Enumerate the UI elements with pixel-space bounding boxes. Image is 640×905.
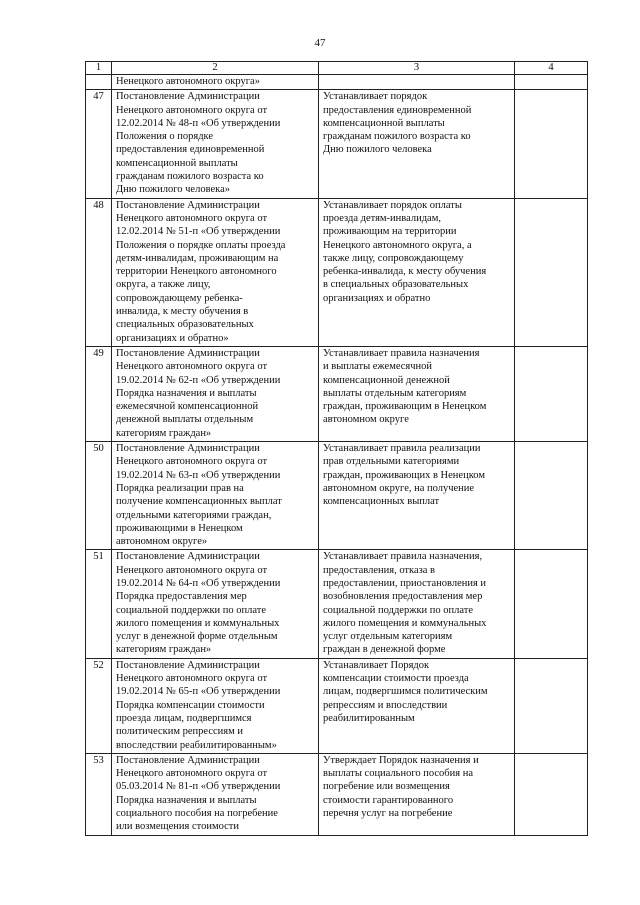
column-header: 2 (112, 62, 319, 75)
page-number: 47 (314, 37, 326, 49)
table-row (86, 90, 588, 198)
table-row (86, 658, 588, 753)
row-number: 51 (86, 550, 112, 658)
table-row (86, 753, 588, 835)
column-header: 4 (515, 62, 588, 75)
note-cell (515, 198, 588, 346)
legal-acts-table (85, 61, 588, 836)
table-row (86, 75, 588, 90)
table-row (86, 346, 588, 441)
document-title-cell: Постановление Администрации Ненецкого автономного округа от 05.03.2014 № 81-п «Об утверждении Порядка назначения и выплаты социального пособия на погребение или возмещения стоимости (112, 753, 319, 835)
note-cell (515, 346, 588, 441)
document-title-cell: Постановление Администрации Ненецкого автономного округа от 12.02.2014 № 51-п «Об утверждении Положения о порядке оплаты проезда детям-инвалидам, проживающим на территории Ненецкого автономного округа, а также лицу, сопровождающему ребенка- инвалида, к месту обучения в специальных образовательных организациях и обратно» (112, 198, 319, 346)
description-cell: Устанавливает правила назначения и выплаты ежемесячной компенсационной денежной выплаты отдельным категориям граждан, проживающим в Ненецком автономном округе (319, 346, 515, 441)
description-cell: Устанавливает правила назначения, предоставления, отказа в предоставлении, приостановления и возобновления предоставления мер социальной поддержки по оплате жилого помещения и коммунальных услуг отдельным категориям граждан в денежной форме (319, 550, 515, 658)
note-cell (515, 442, 588, 550)
note-cell (515, 658, 588, 753)
document-title-cell: Постановление Администрации Ненецкого автономного округа от 12.02.2014 № 48-п «Об утверждении Положения о порядке предоставления единовременной компенсационной выплаты гражданам пожилого возраста ко Дню пожилого человека» (112, 90, 319, 198)
column-header: 1 (86, 62, 112, 75)
row-number: 48 (86, 198, 112, 346)
description-cell: Устанавливает порядок предоставления единовременной компенсационной выплаты гражданам пожилого возраста ко Дню пожилого человека (319, 90, 515, 198)
document-title-cell: Ненецкого автономного округа» (112, 75, 319, 90)
description-cell: Утверждает Порядок назначения и выплаты социального пособия на погребение или возмещения стоимости гарантированного перечня услуг на погребение (319, 753, 515, 835)
table-header-row (86, 62, 588, 75)
description-cell (319, 75, 515, 90)
row-number: 52 (86, 658, 112, 753)
description-cell: Устанавливает порядок оплаты проезда детям-инвалидам, проживающим на территории Ненецкого автономного округа, а также лицу, сопровождающему ребенка-инвалида, к месту обучения в специальных образовательных организациях и обратно (319, 198, 515, 346)
row-number: 53 (86, 753, 112, 835)
description-cell: Устанавливает правила реализации прав отдельными категориями граждан, проживающих в Ненецком автономном округе, на получение компенсационных выплат (319, 442, 515, 550)
note-cell (515, 550, 588, 658)
row-number: 47 (86, 90, 112, 198)
document-title-cell: Постановление Администрации Ненецкого автономного округа от 19.02.2014 № 63-п «Об утверждении Порядка реализации прав на получение компенсационных выплат отдельными категориями граждан, проживающими в Ненецком автономном округе» (112, 442, 319, 550)
note-cell (515, 90, 588, 198)
table-row (86, 198, 588, 346)
document-title-cell: Постановление Администрации Ненецкого автономного округа от 19.02.2014 № 62-п «Об утверждении Порядка назначения и выплаты ежемесячной компенсационной денежной выплаты отдельным категориям граждан» (112, 346, 319, 441)
row-number: 50 (86, 442, 112, 550)
description-cell: Устанавливает Порядок компенсации стоимости проезда лицам, подвергшимся политическим репрессиям и впоследствии реабилитированным (319, 658, 515, 753)
table-row (86, 442, 588, 550)
document-title-cell: Постановление Администрации Ненецкого автономного округа от 19.02.2014 № 64-п «Об утверждении Порядка предоставления мер социальной поддержки по оплате жилого помещения и коммунальных услуг в денежной форме отдельным категориям граждан» (112, 550, 319, 658)
note-cell (515, 753, 588, 835)
row-number: 49 (86, 346, 112, 441)
row-number (86, 75, 112, 90)
table-row (86, 550, 588, 658)
note-cell (515, 75, 588, 90)
document-title-cell: Постановление Администрации Ненецкого автономного округа от 19.02.2014 № 65-п «Об утверждении Порядка компенсации стоимости проезда лицам, подвергшимся политическим репрессиям и впоследствии реабилитированным» (112, 658, 319, 753)
column-header: 3 (319, 62, 515, 75)
